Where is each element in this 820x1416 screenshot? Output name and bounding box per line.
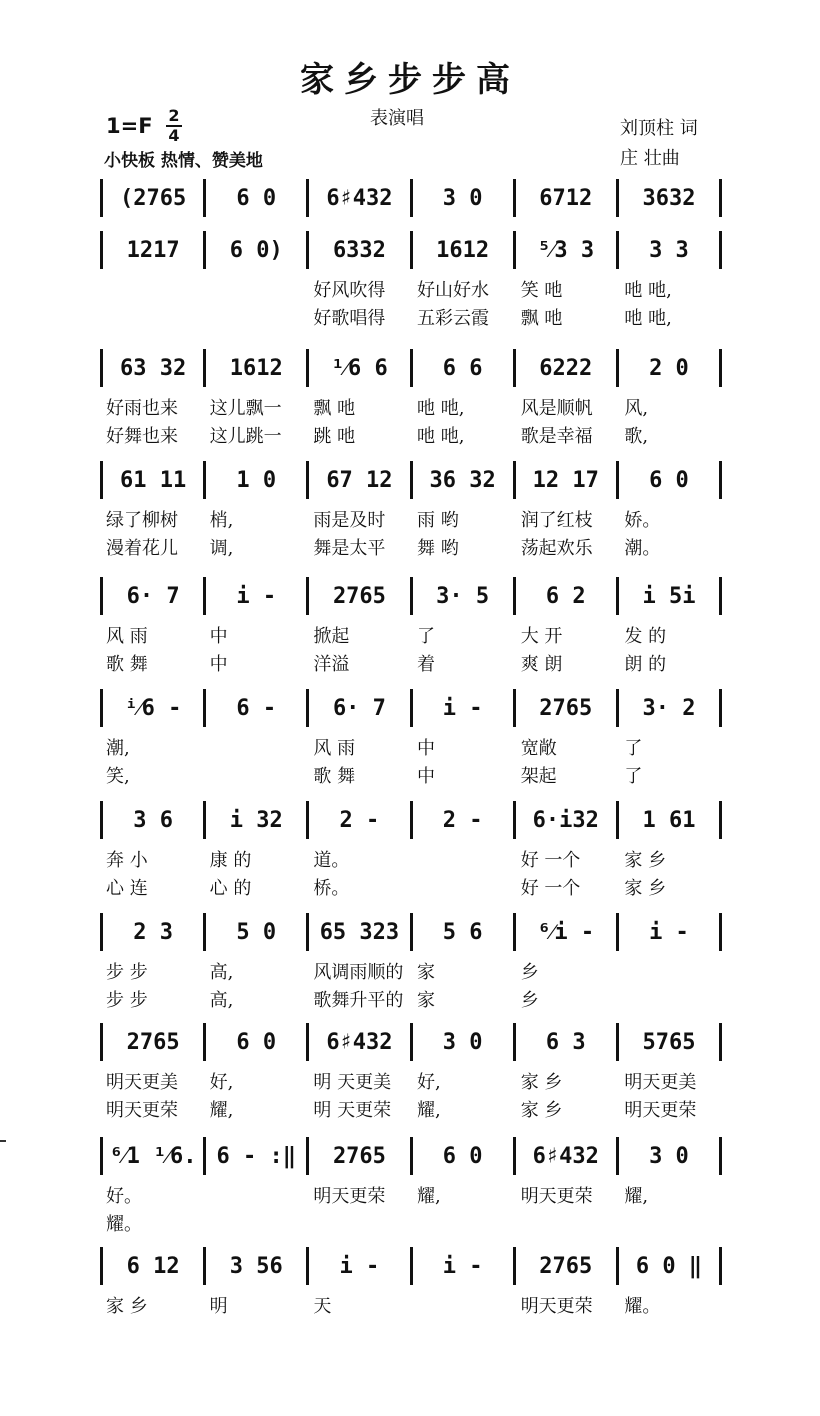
lyric-segment (204, 734, 308, 756)
measure: 6222 (539, 355, 593, 381)
measure: 3· 5 (436, 583, 490, 609)
measure: 1 61 (642, 807, 696, 833)
measure: 3 0 (442, 185, 483, 211)
lyric-segment: 飘 吔 (313, 398, 356, 419)
lyric-segment: 风是顺帆 (520, 398, 593, 419)
lyric-segment: 绿了柳树 (106, 510, 178, 531)
measure: 2765 (539, 1253, 593, 1279)
lyric-segment: 荡起欢乐 (520, 538, 593, 559)
lyric-segment: 心 连 (106, 878, 148, 899)
lyric-segment: 跳 吔 (313, 426, 356, 447)
lyric-segment (307, 1210, 411, 1232)
notation-line (100, 348, 722, 388)
lyric-segment: 好舞也来 (106, 426, 178, 447)
lyric-segment: 娇。 (624, 510, 661, 531)
lyric-segment: 家 乡 (624, 850, 667, 871)
lyric-segment: 舞是太平 (313, 538, 386, 559)
lyric-segment: 中 (417, 766, 436, 787)
key-signature: 1=F (106, 114, 153, 138)
lyric-verse-1 (100, 622, 722, 647)
lyric-segment: 风调雨顺的 (313, 962, 404, 983)
measure: ⁶⁄1 ¹⁄6. (109, 1144, 197, 1169)
barline (719, 801, 722, 839)
lyric-segment: 中 (209, 626, 228, 647)
lyric-segment: 明天更美 (624, 1072, 697, 1093)
lyric-segment: 梢, (209, 510, 234, 531)
lyric-segment: 桥。 (313, 878, 350, 899)
lyric-segment: 笑, (106, 766, 130, 787)
measure: 1612 (436, 237, 490, 263)
lyric-segment: 这儿飘一 (209, 398, 282, 419)
barline (719, 1247, 722, 1285)
lyric-segment: 了 (417, 626, 436, 647)
measure: 6 0 (649, 467, 689, 493)
lyric-segment: 高, (209, 962, 234, 983)
lyric-verse-2 (100, 986, 722, 1011)
lyric-segment: 吔 吔, (624, 308, 672, 329)
lyric-segment: 潮。 (624, 538, 661, 559)
lyric-segment (618, 986, 722, 1008)
measure: 3 0 (442, 1029, 483, 1055)
measure: ⁱ⁄6 - (124, 696, 182, 721)
measure: i - (442, 1253, 483, 1279)
measure: ¹⁄6 6 (331, 356, 388, 381)
lyric-segment: 好风吹得 (313, 280, 386, 301)
lyric-segment: 明天更荣 (520, 1296, 593, 1317)
lyric-segment (411, 846, 515, 868)
barline (719, 231, 722, 269)
lyric-segment: 风 雨 (106, 626, 148, 647)
measure: 6 0 (236, 1029, 277, 1055)
lyric-segment: 明 天更美 (313, 1072, 392, 1093)
lyric-verse-2 (100, 1096, 722, 1121)
measure: i 5i (642, 583, 696, 609)
lyric-segment: 耀, (209, 1100, 234, 1121)
measure: 12 17 (532, 467, 599, 493)
lyric-segment: 朗 的 (624, 654, 667, 675)
measure: 1 0 (236, 467, 277, 493)
lyric-segment: 乡 (520, 990, 539, 1011)
barline (719, 689, 722, 727)
lyric-segment: 雨 哟 (417, 510, 459, 531)
lyric-segment: 好歌唱得 (313, 308, 386, 329)
lyric-verse-2 (100, 874, 722, 899)
lyric-segment: 好 一个 (520, 878, 581, 899)
measure: 3 56 (229, 1253, 283, 1279)
lyric-segment: 润了红枝 (520, 510, 593, 531)
lyric-segment (411, 1292, 515, 1314)
measure: 65 323 (319, 919, 400, 945)
lyric-verse-1 (100, 734, 722, 759)
composer-credit: 庄 壮曲 (620, 148, 680, 169)
measure: 6 0) (229, 237, 283, 263)
measure: 36 32 (429, 467, 496, 493)
lyric-verse-1 (100, 394, 722, 419)
lyric-segment: 家 (417, 990, 436, 1011)
lyric-segment: 明 天更荣 (313, 1100, 392, 1121)
lyric-segment: 雨是及时 (313, 510, 386, 531)
lyric-segment: 家 乡 (624, 878, 667, 899)
barline (719, 349, 722, 387)
meter-top: 2 (168, 106, 180, 125)
margin-mark (0, 1140, 6, 1142)
lyric-segment: 明天更美 (106, 1072, 178, 1093)
lyric-verse-2 (100, 1210, 722, 1235)
measure: ⁵⁄3 3 (537, 238, 595, 263)
lyric-segment (411, 1210, 515, 1232)
lyric-segment: 好, (417, 1072, 441, 1093)
lyric-verse-2 (100, 304, 722, 329)
measure: 61 11 (119, 467, 187, 493)
lyric-segment: 好。 (106, 1186, 142, 1207)
measure: 63 32 (119, 355, 187, 381)
lyric-segment: 舞 哟 (417, 538, 459, 559)
measure: 6 12 (126, 1253, 180, 1279)
measure: 6·i32 (532, 807, 599, 833)
measure: 6♯432 (326, 1029, 393, 1055)
notation-line (100, 800, 722, 840)
measure: 6 2 (545, 583, 586, 609)
lyric-segment: 吔 吔, (624, 280, 672, 301)
notation-line (100, 230, 722, 270)
lyric-segment: 歌, (624, 426, 649, 447)
lyric-segment (204, 304, 308, 326)
measure: 6332 (332, 237, 386, 263)
lyric-segment: 飘 吔 (520, 308, 563, 329)
measure: 3632 (642, 185, 696, 211)
notation-line (100, 1246, 722, 1286)
lyric-segment: 歌是幸福 (520, 426, 593, 447)
measure: 6712 (539, 185, 593, 211)
lyric-segment: 明 (209, 1296, 228, 1317)
notation-line (100, 576, 722, 616)
measure: i - (442, 695, 483, 721)
measure: 1612 (229, 355, 283, 381)
lyric-segment (515, 1210, 619, 1232)
barline (719, 461, 722, 499)
performance-style: 表演唱 (370, 108, 424, 129)
measure: 5 0 (236, 919, 277, 945)
lyric-verse-2 (100, 650, 722, 675)
measure: 2 3 (133, 919, 173, 945)
lyric-verse-1 (100, 1182, 722, 1207)
measure: 6 - :‖ (216, 1143, 296, 1169)
lyric-segment: 吔 吔, (417, 398, 465, 419)
lyric-segment: 掀起 (313, 626, 350, 647)
lyric-segment: 乡 (520, 962, 539, 983)
measure: 6 0 ‖ (635, 1253, 703, 1279)
measure: 2 - (339, 807, 380, 833)
lyric-segment: 步 步 (106, 962, 148, 983)
measure: 6 6 (442, 355, 483, 381)
lyric-segment: 明天更荣 (624, 1100, 697, 1121)
lyric-segment: 明天更荣 (106, 1100, 178, 1121)
lyric-segment: 好山好水 (417, 280, 490, 301)
lyric-segment: 高, (209, 990, 234, 1011)
measure: 2765 (539, 695, 593, 721)
notation-line (100, 912, 722, 952)
measure: 3 6 (133, 807, 173, 833)
lyric-segment: 好雨也来 (106, 398, 178, 419)
lyric-verse-2 (100, 534, 722, 559)
notation-line (100, 1136, 722, 1176)
lyric-segment: 奔 小 (106, 850, 148, 871)
lyric-segment: 吔 吔, (417, 426, 465, 447)
lyric-segment: 宽敞 (520, 738, 557, 759)
lyric-segment: 风, (624, 398, 649, 419)
tempo-marking: 小快板 热情、赞美地 (104, 151, 263, 171)
time-signature (166, 108, 182, 144)
lyric-segment: 了 (624, 766, 643, 787)
lyric-segment: 架起 (520, 766, 557, 787)
notation-line (100, 688, 722, 728)
page-title: 家乡步步高 (300, 60, 520, 100)
lyric-segment: 家 乡 (106, 1296, 148, 1317)
lyric-segment: 好, (209, 1072, 234, 1093)
lyric-segment: 中 (417, 738, 436, 759)
lyric-segment: 天 (313, 1296, 332, 1317)
barline (719, 1023, 722, 1061)
lyric-verse-2 (100, 422, 722, 447)
measure: 2765 (332, 583, 386, 609)
measure: i - (236, 583, 277, 609)
measure: 6· 7 (126, 583, 180, 609)
lyric-segment: 好 一个 (520, 850, 581, 871)
lyric-segment: 耀, (624, 1186, 649, 1207)
notation-line (100, 1022, 722, 1062)
lyric-segment: 了 (624, 738, 643, 759)
measure: 3 0 (649, 1143, 689, 1169)
lyric-segment: 歌 舞 (313, 766, 356, 787)
lyric-segment: 这儿跳一 (209, 426, 282, 447)
lyric-segment: 耀, (417, 1186, 441, 1207)
measure: 6· 7 (332, 695, 386, 721)
barline (719, 1137, 722, 1175)
lyric-segment: 家 (417, 962, 436, 983)
meter-bottom: 4 (168, 126, 180, 145)
measure: (2765 (119, 185, 187, 211)
measure: 6 - (236, 695, 277, 721)
measure: 2 - (442, 807, 483, 833)
measure: 6 0 (442, 1143, 483, 1169)
lyric-segment (204, 1210, 308, 1232)
measure: 5 6 (442, 919, 483, 945)
lyric-segment (618, 958, 722, 980)
lyric-segment: 笑 吔 (520, 280, 563, 301)
measure: i 32 (229, 807, 283, 833)
lyric-segment (100, 276, 204, 298)
measure: 67 12 (326, 467, 393, 493)
lyric-segment: 耀。 (624, 1296, 661, 1317)
lyric-verse-1 (100, 1292, 722, 1317)
lyric-verse-1 (100, 1068, 722, 1093)
measure: 1217 (126, 237, 180, 263)
lyric-segment: 洋溢 (313, 654, 350, 675)
lyric-segment: 歌 舞 (106, 654, 148, 675)
lyric-segment (204, 276, 308, 298)
lyric-segment: 明天更荣 (520, 1186, 593, 1207)
lyric-segment: 步 步 (106, 990, 148, 1011)
lyric-segment: 耀。 (106, 1214, 142, 1235)
lyric-segment (100, 304, 204, 326)
measure: 6 3 (545, 1029, 586, 1055)
lyric-segment: 耀, (417, 1100, 441, 1121)
measure: 3· 2 (642, 695, 696, 721)
lyric-segment: 大 开 (520, 626, 563, 647)
barline (719, 913, 722, 951)
barline (719, 179, 722, 217)
lyric-segment: 康 的 (209, 850, 252, 871)
lyric-segment: 爽 朗 (520, 654, 563, 675)
lyric-segment: 道。 (313, 850, 350, 871)
lyric-segment: 歌舞升平的 (313, 990, 404, 1011)
lyric-segment: 心 的 (209, 878, 252, 899)
lyric-segment: 风 雨 (313, 738, 356, 759)
barline (719, 577, 722, 615)
measure: i - (339, 1253, 380, 1279)
lyric-segment: 五彩云霞 (417, 308, 490, 329)
lyric-segment: 家 乡 (520, 1072, 563, 1093)
lyric-verse-1 (100, 276, 722, 301)
lyric-segment (618, 1210, 722, 1232)
lyric-segment: 中 (209, 654, 228, 675)
measure: 3 3 (649, 237, 689, 263)
measure: ⁶⁄i - (537, 920, 595, 945)
lyric-verse-1 (100, 506, 722, 531)
measure: 5765 (642, 1029, 696, 1055)
lyric-verse-1 (100, 846, 722, 871)
lyric-verse-2 (100, 762, 722, 787)
measure: 2765 (332, 1143, 386, 1169)
lyric-segment: 发 的 (624, 626, 667, 647)
lyric-segment: 潮, (106, 738, 130, 759)
lyric-segment: 调, (209, 538, 234, 559)
lyricist-credit: 刘顶柱 词 (620, 118, 698, 139)
lyric-segment: 漫着花儿 (106, 538, 178, 559)
lyric-verse-1 (100, 958, 722, 983)
lyric-segment (204, 762, 308, 784)
measure: 6♯432 (532, 1143, 599, 1169)
measure: 2765 (126, 1029, 180, 1055)
lyric-segment: 着 (417, 654, 436, 675)
notation-line (100, 178, 722, 218)
measure: i - (649, 919, 689, 945)
lyric-segment (204, 1182, 308, 1204)
measure: 6 0 (236, 185, 277, 211)
lyric-segment (411, 874, 515, 896)
notation-line (100, 460, 722, 500)
lyric-segment: 家 乡 (520, 1100, 563, 1121)
measure: 2 0 (649, 355, 689, 381)
lyric-segment: 明天更荣 (313, 1186, 386, 1207)
measure: 6♯432 (326, 185, 393, 211)
